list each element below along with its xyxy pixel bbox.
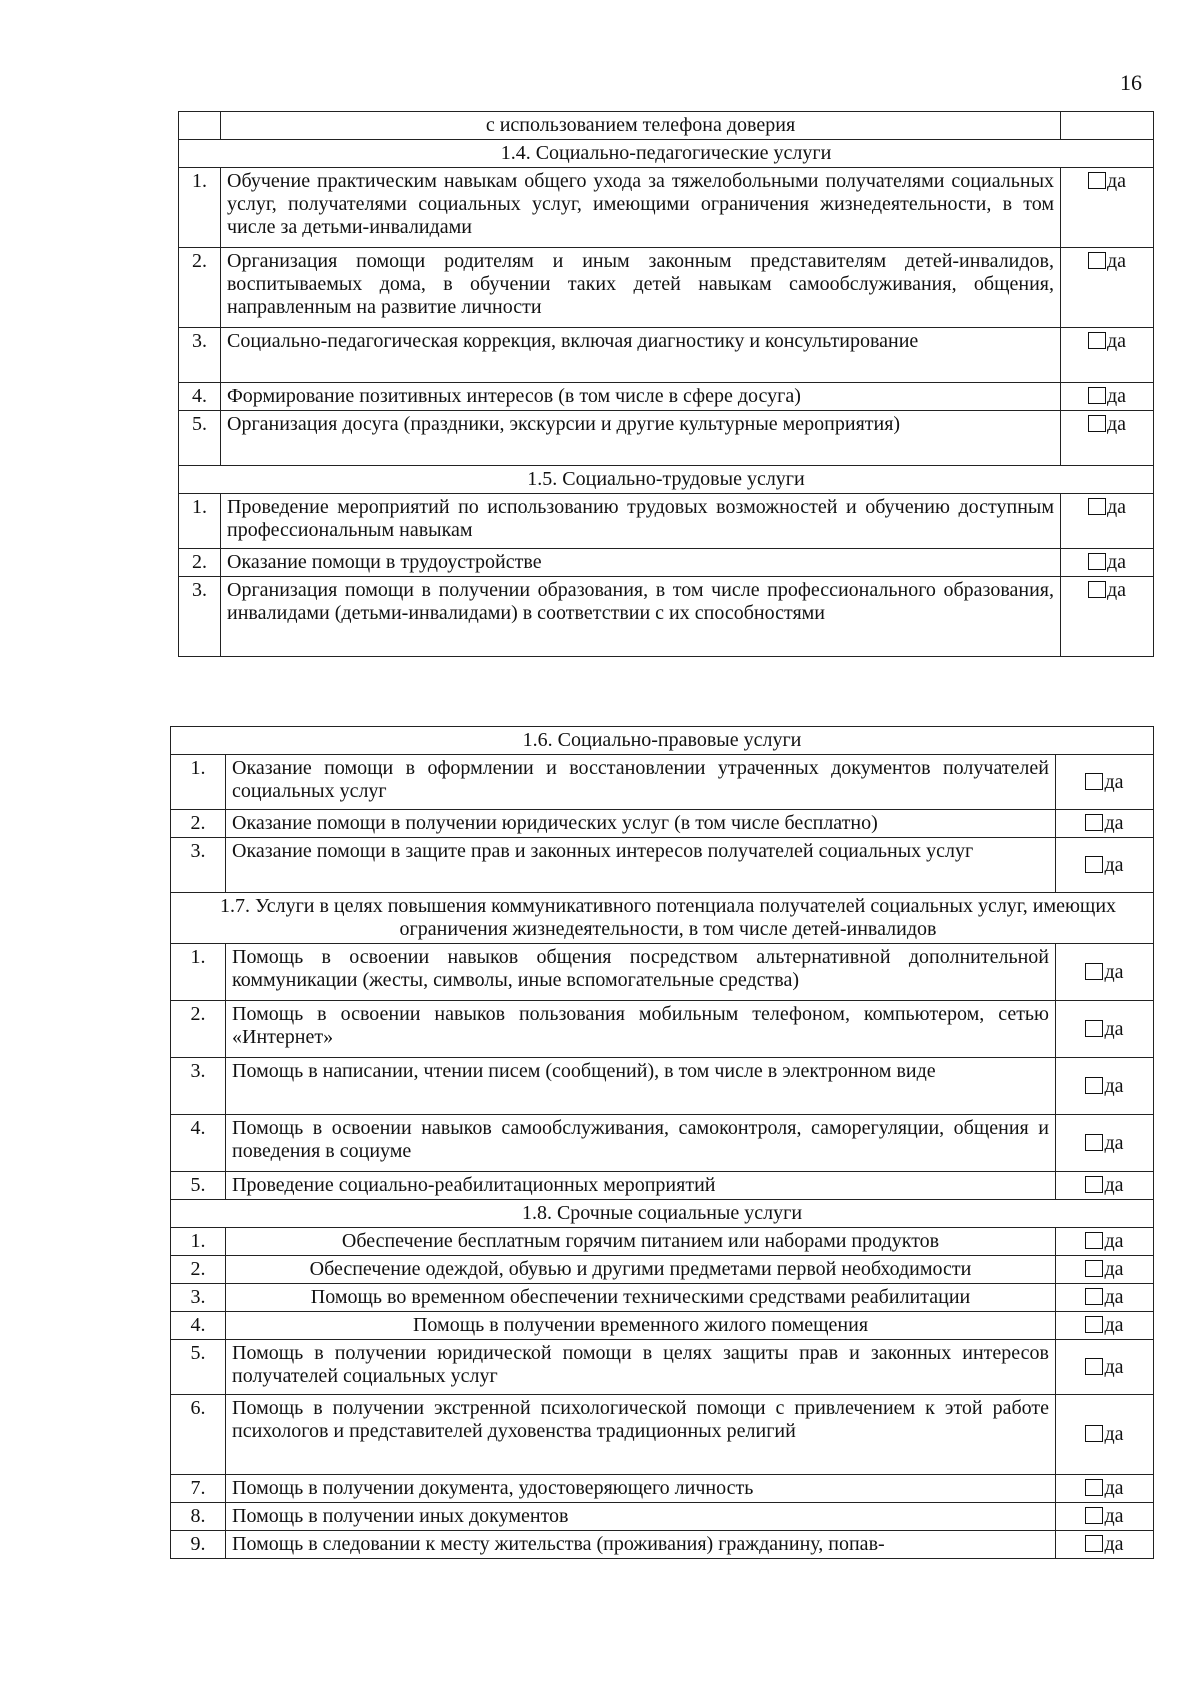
yes-checkbox[interactable] [1056,1256,1154,1284]
row-number: 4. [171,1115,226,1172]
check-cell [1061,112,1154,140]
checkbox-square[interactable] [1085,1020,1103,1037]
row-number: 1. [179,494,221,549]
checkbox-square[interactable] [1088,498,1106,515]
yes-label: да [1104,812,1124,834]
yes-label: да [1104,1131,1124,1154]
yes-label: да [1106,250,1127,272]
checkbox-square[interactable] [1085,1176,1103,1193]
yes-checkbox[interactable] [1056,1115,1154,1172]
row-number: 1. [171,944,226,1001]
section-title: 1.5. Социально-трудовые услуги [179,466,1154,494]
yes-checkbox[interactable] [1061,411,1154,466]
checkbox-square[interactable] [1088,387,1106,404]
checkbox-square[interactable] [1085,856,1103,873]
table-row [171,810,1154,838]
row-number: 3. [179,577,221,657]
yes-label: да [1104,1286,1124,1308]
row-number: 4. [171,1312,226,1340]
row-number: 2. [179,248,221,328]
service-text: Помощь в получении юридической помощи в целях защиты прав и законных интересов получателей социальных услуг [226,1340,1056,1395]
row-number: 2. [179,549,221,577]
yes-label: да [1104,1533,1124,1555]
table-row [179,411,1154,466]
yes-label: да [1104,1355,1124,1378]
yes-label: да [1104,1074,1124,1097]
table-row [179,494,1154,549]
table-row [171,1228,1154,1256]
yes-checkbox[interactable] [1056,1395,1154,1475]
section-header-1-6 [171,727,1154,755]
yes-label: да [1106,330,1127,352]
row-number: 3. [171,1058,226,1115]
yes-checkbox[interactable] [1056,1475,1154,1503]
section-header-1-7 [171,893,1154,944]
row-number: 3. [179,328,221,383]
yes-checkbox[interactable] [1056,1531,1154,1559]
service-text: Проведение мероприятий по использованию трудовых возможностей и обучению доступным профессиональным навыкам [221,494,1061,549]
service-text: Формирование позитивных интересов (в том числе в сфере досуга) [221,383,1061,411]
service-text: Помощь в освоении навыков общения посредством альтернативной дополнительной коммуникации (жесты, символы, иные вспомогательные средства) [226,944,1056,1001]
continued-text: с использованием телефона доверия [221,112,1061,140]
service-text: Помощь в получении временного жилого помещения [226,1312,1056,1340]
yes-checkbox[interactable] [1061,577,1154,657]
checkbox-square[interactable] [1085,1288,1103,1305]
services-table-top [178,111,1154,657]
service-text: Организация помощи в получении образования, в том числе профессионального образования, инвалидами (детьми-инвалидами) в соответствии с их способностями [221,577,1061,657]
checkbox-square[interactable] [1085,1260,1103,1277]
yes-label: да [1106,385,1127,407]
row-number: 7. [171,1475,226,1503]
page-number: 16 [1120,70,1142,95]
row-number [179,112,221,140]
yes-label: да [1104,1017,1124,1040]
yes-label: да [1106,170,1127,192]
yes-label: да [1104,1314,1124,1336]
row-number: 5. [179,411,221,466]
service-text: Помощь в освоении навыков пользования мобильным телефоном, компьютером, сетью «Интернет» [226,1001,1056,1058]
row-number: 9. [171,1531,226,1559]
row-number: 2. [171,1256,226,1284]
yes-checkbox[interactable] [1056,1058,1154,1115]
service-text: Помощь в получении иных документов [226,1503,1056,1531]
yes-checkbox[interactable] [1061,383,1154,411]
checkbox-square[interactable] [1088,553,1106,570]
yes-checkbox[interactable] [1061,328,1154,383]
yes-checkbox[interactable] [1056,838,1154,893]
checkbox-square[interactable] [1085,1507,1103,1524]
table-row [171,1340,1154,1395]
table-row [179,112,1154,140]
table-row [171,1503,1154,1531]
checkbox-square[interactable] [1085,963,1103,980]
service-text: Обеспечение бесплатным горячим питанием или наборами продуктов [226,1228,1056,1256]
checkbox-square[interactable] [1088,581,1106,598]
row-number: 1. [171,755,226,810]
checkbox-square[interactable] [1085,773,1103,790]
table-row [171,1256,1154,1284]
yes-checkbox[interactable] [1061,168,1154,248]
yes-label: да [1104,960,1124,983]
service-text: Помощь в следовании к месту жительства (проживания) гражданину, попав- [226,1531,1056,1559]
yes-label: да [1104,1505,1124,1527]
checkbox-square[interactable] [1085,1134,1103,1151]
table-row [171,755,1154,810]
yes-label: да [1106,413,1127,435]
service-text: Обеспечение одеждой, обувью и другими предметами первой необходимости [226,1256,1056,1284]
checkbox-square[interactable] [1085,1232,1103,1249]
table-row [171,1058,1154,1115]
yes-label: да [1104,1477,1124,1499]
yes-checkbox[interactable] [1061,549,1154,577]
yes-label: да [1106,551,1127,573]
row-number: 1. [179,168,221,248]
checkbox-square[interactable] [1088,415,1106,432]
yes-label: да [1104,1423,1124,1445]
yes-label: да [1104,1230,1124,1252]
row-number: 3. [171,838,226,893]
table-row [171,1475,1154,1503]
table-row [179,577,1154,657]
yes-checkbox[interactable] [1056,944,1154,1001]
service-text: Социально-педагогическая коррекция, включая диагностику и консультирование [221,328,1061,383]
table-row [171,944,1154,1001]
checkbox-square[interactable] [1085,1316,1103,1333]
section-title: 1.8. Срочные социальные услуги [171,1200,1154,1228]
checkbox-square[interactable] [1085,814,1103,831]
service-text: Организация досуга (праздники, экскурсии и другие культурные мероприятия) [221,411,1061,466]
table-row [179,168,1154,248]
section-title: 1.6. Социально-правовые услуги [171,727,1154,755]
checkbox-square[interactable] [1088,172,1106,189]
table-row [171,1312,1154,1340]
row-number: 5. [171,1172,226,1200]
row-number: 5. [171,1340,226,1395]
section-header-1-8 [171,1200,1154,1228]
yes-checkbox[interactable] [1056,1001,1154,1058]
service-text: Помощь в получении экстренной психологической помощи с привлечением к этой работе психологов и представителей духовенства традиционных религий [226,1395,1056,1475]
yes-checkbox[interactable] [1056,1503,1154,1531]
table-row [171,838,1154,893]
yes-label: да [1104,770,1124,793]
service-text: Помощь в написании, чтении писем (сообщений), в том числе в электронном виде [226,1058,1056,1115]
yes-checkbox[interactable] [1061,494,1154,549]
row-number: 6. [171,1395,226,1475]
service-text: Помощь во временном обеспечении техническими средствами реабилитации [226,1284,1056,1312]
checkbox-square[interactable] [1085,1077,1103,1094]
service-text: Проведение социально-реабилитационных мероприятий [226,1172,1056,1200]
table-row [179,549,1154,577]
row-number: 4. [179,383,221,411]
yes-label: да [1106,579,1127,601]
service-text: Обучение практическим навыкам общего ухода за тяжелобольными получателями социальных услуг, получателями социальных услуг, имеющими ограничения жизнедеятельности, в том числе за детьми-инвалидами [221,168,1061,248]
yes-checkbox[interactable] [1056,1312,1154,1340]
table-row [171,1395,1154,1475]
row-number: 2. [171,1001,226,1058]
table-row [179,248,1154,328]
checkbox-square[interactable] [1085,1535,1103,1552]
checkbox-square[interactable] [1085,1425,1103,1442]
table-row [171,1172,1154,1200]
yes-checkbox[interactable] [1056,1228,1154,1256]
section-header-1-5 [179,466,1154,494]
yes-label: да [1106,496,1127,518]
checkbox-square[interactable] [1088,252,1106,269]
table-row [171,1115,1154,1172]
table-row [171,1284,1154,1312]
table-row [179,383,1154,411]
checkbox-square[interactable] [1085,1479,1103,1496]
section-title: 1.7. Услуги в целях повышения коммуникативного потенциала получателей социальных услуг, имеющих ограничения жизнедеятельности, в том числе детей-инвалидов [171,893,1154,944]
service-text: Помощь в получении документа, удостоверяющего личность [226,1475,1056,1503]
yes-label: да [1104,1174,1124,1196]
yes-checkbox[interactable] [1056,810,1154,838]
checkbox-square[interactable] [1088,332,1106,349]
row-number: 8. [171,1503,226,1531]
service-text: Помощь в освоении навыков самообслуживания, самоконтроля, саморегуляции, общения и поведения в социуме [226,1115,1056,1172]
section-header-1-4 [179,140,1154,168]
service-text: Организация помощи родителям и иным законным представителям детей-инвалидов, воспитываемых дома, в обучении таких детей навыкам самообслуживания, общения, направленным на развитие личности [221,248,1061,328]
yes-label: да [1104,1258,1124,1280]
row-number: 1. [171,1228,226,1256]
service-text: Оказание помощи в оформлении и восстановлении утраченных документов получателей социальных услуг [226,755,1056,810]
services-table-bottom [170,726,1154,1559]
yes-checkbox[interactable] [1061,248,1154,328]
section-title: 1.4. Социально-педагогические услуги [179,140,1154,168]
service-text: Оказание помощи в защите прав и законных интересов получателей социальных услуг [226,838,1056,893]
table-row [179,328,1154,383]
service-text: Оказание помощи в трудоустройстве [221,549,1061,577]
service-text: Оказание помощи в получении юридических услуг (в том числе бесплатно) [226,810,1056,838]
yes-checkbox[interactable] [1056,1340,1154,1395]
yes-checkbox[interactable] [1056,1284,1154,1312]
yes-checkbox[interactable] [1056,1172,1154,1200]
checkbox-square[interactable] [1085,1358,1103,1375]
yes-checkbox[interactable] [1056,755,1154,810]
table-row [171,1001,1154,1058]
table-row [171,1531,1154,1559]
row-number: 3. [171,1284,226,1312]
row-number: 2. [171,810,226,838]
yes-label: да [1104,853,1124,876]
